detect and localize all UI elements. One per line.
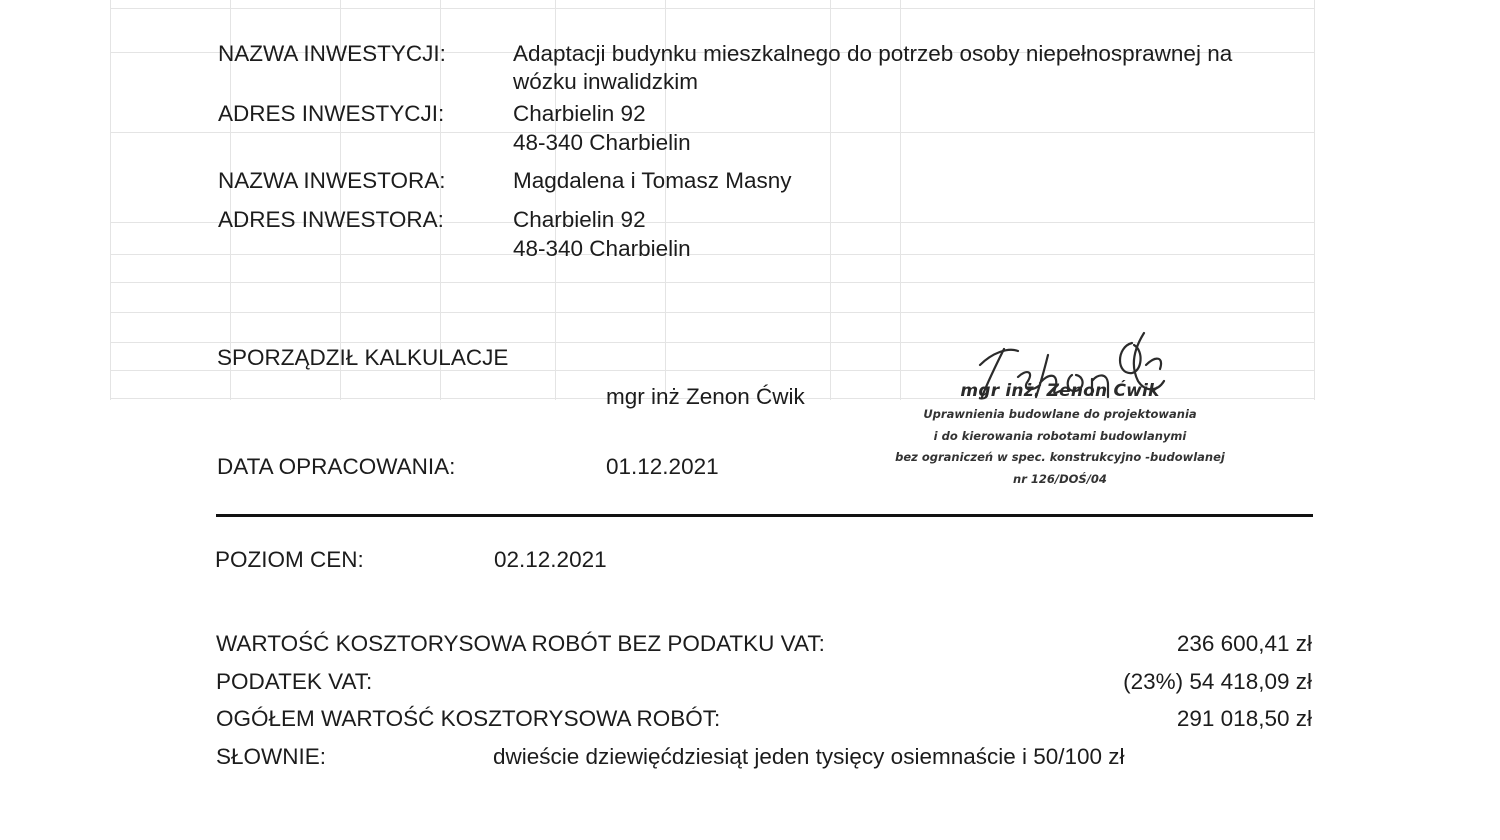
vat-value: (23%) 54 418,09 zł [1123,669,1312,694]
investor-address-line2: 48-340 Charbielin [513,236,691,261]
price-level-label: POZIOM CEN: [215,547,364,572]
prepared-by-name: mgr inż Zenon Ćwik [606,384,805,409]
stamp-name: mgr inż. Zenon Ćwik [960,381,1160,401]
stamp-line-1: Uprawnienia budowlane do projektowania [923,407,1197,421]
section-divider [216,514,1313,517]
net-value-label: WARTOŚĆ KOSZTORYSOWA ROBÓT BEZ PODATKU VAT: [216,631,825,656]
investor-name-label: NAZWA INWESTORA: [218,168,446,193]
investor-address-line1: Charbielin 92 [513,207,646,232]
gross-value-label: OGÓŁEM WARTOŚĆ KOSZTORYSOWA ROBÓT: [216,706,721,731]
gross-value: 291 018,50 zł [1176,706,1312,731]
investment-name-label: NAZWA INWESTYCJI: [218,41,446,66]
investment-address-line2: 48-340 Charbielin [513,130,691,155]
investor-address-label: ADRES INWESTORA: [218,207,444,232]
investment-address-line1: Charbielin 92 [513,101,646,126]
stamp-line-2: i do kierowania robotami budowlanymi [933,429,1187,443]
prepared-by-label: SPORZĄDZIŁ KALKULACJE [217,345,509,370]
vat-label: PODATEK VAT: [216,669,373,694]
price-level-value: 02.12.2021 [494,547,607,572]
net-value: 236 600,41 zł [1176,631,1312,656]
date-value: 01.12.2021 [606,454,719,479]
investor-name: Magdalena i Tomasz Masny [513,168,792,193]
date-label: DATA OPRACOWANIA: [217,454,456,479]
investment-name-line1: Adaptacji budynku mieszkalnego do potrzeb osoby niepełnosprawnej na [513,41,1233,66]
in-words-value: dwieście dziewięćdziesiąt jeden tysięcy osiemnaście i 50/100 zł [493,744,1125,769]
stamp-line-4: nr 126/DOŚ/04 [1013,472,1107,486]
in-words-label: SŁOWNIE: [216,744,327,769]
stamp-line-3: bez ograniczeń w spec. konstrukcyjno -budowlanej [895,450,1225,464]
signature-stamp [880,325,1250,500]
investment-address-label: ADRES INWESTYCJI: [218,101,445,126]
investment-name-line2: wózku inwalidzkim [513,69,699,94]
